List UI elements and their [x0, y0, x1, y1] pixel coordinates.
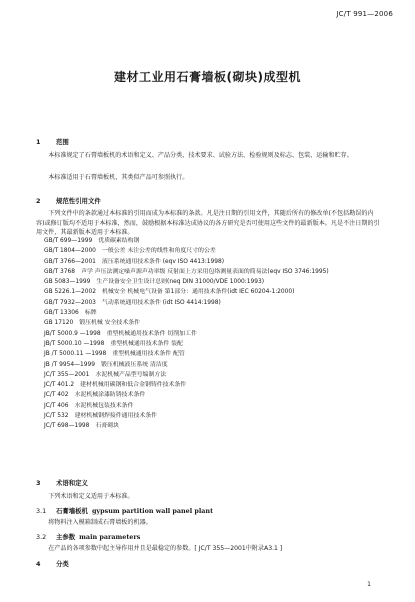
reference-code: GB 17120	[44, 320, 74, 327]
reference-title: 标牌	[84, 310, 97, 317]
section-1-para-1: 本标准规定了石膏墙板机的术语和定义、产品分类、技术要求、试验方法、检验规则及标志、包装、运输和贮存。	[48, 152, 353, 159]
reference-title: 重型机械通用技术条件 切削加工件	[106, 330, 197, 337]
reference-code: GB/T 7932—2003	[44, 299, 96, 306]
reference-code: GB/T 699—1999	[44, 238, 93, 244]
section-title: 术语和定义	[56, 479, 88, 487]
reference-item	[44, 411, 384, 421]
term-3-2-heading	[36, 532, 140, 541]
section-2-intro: 下列文件中的条款通过本标准的引用而成为本标准的条款。凡是注日期的引用文件，其随后所有的修改单(不包括勘误的内容)或修订版均不适用于本标准，然而，鼓励根据本标准达成协议的各方研究是否可使用这些文件的最新版本。凡是不注日期的引用文件，其最新版本适用于本标准。	[36, 210, 380, 236]
reference-item	[44, 257, 384, 267]
normative-reference-list	[44, 236, 384, 432]
reference-item	[44, 370, 384, 380]
reference-code: JC/T 406	[44, 402, 69, 409]
term-chinese: 主参数	[56, 533, 76, 541]
section-title: 范围	[56, 138, 69, 146]
term-chinese: 石膏墙板机	[56, 507, 88, 515]
reference-item	[44, 236, 384, 246]
reference-item	[36, 267, 384, 277]
reference-title: 水泥机械包装技术条件	[74, 402, 134, 409]
reference-title: 建材机械钢焊接件通用技术条件	[74, 413, 158, 420]
term-3-1-definition: 将物料注入模箱制成石膏墙板的机器。	[48, 519, 152, 526]
reference-code: JB /T 9954—1999	[44, 361, 95, 368]
reference-item	[44, 287, 384, 297]
reference-item	[44, 421, 384, 431]
term-number: 3.2	[36, 533, 47, 541]
reference-item	[44, 308, 384, 318]
reference-title: 锻压机械液压系统 清洁度	[100, 361, 168, 368]
reference-code: JB/T 5000.10 —1998	[44, 340, 105, 347]
reference-title: 一般公差 未注公差的线性和角度尺寸的公差	[101, 248, 216, 255]
section-number: 4	[36, 560, 41, 568]
reference-item	[44, 318, 384, 328]
section-title: 规范性引用文件	[56, 197, 101, 205]
reference-code: JC/T 401.2	[44, 382, 75, 389]
reference-item	[44, 277, 384, 287]
reference-code: GB/T 13306	[44, 310, 79, 317]
term-english: main parameters	[79, 533, 141, 541]
reference-item	[44, 339, 384, 349]
section-2-heading	[36, 196, 101, 205]
section-title: 分类	[56, 560, 69, 568]
reference-title: 建材机械用碳钢和低合金钢铸件技术条件	[80, 382, 187, 389]
reference-item	[44, 329, 384, 339]
section-number: 3	[36, 479, 41, 487]
document-title: 建材工业用石膏墙板(砌块)成型机	[114, 70, 301, 84]
reference-title: 声学 声压法测定噪声源声功率级 反射面上方采用包络测量表面的简易法(eqv ISO 3746:1995)	[81, 268, 329, 275]
reference-item	[44, 390, 384, 400]
reference-item	[44, 360, 384, 370]
section-number: 1	[36, 138, 41, 146]
reference-code: JC/T 698—1998	[44, 423, 90, 430]
reference-title: 生产设备安全卫生设计总则(neq DIN 31000/VDE 1000:1993)	[96, 279, 265, 286]
term-english: gypsum partition wall panel plant	[91, 507, 214, 515]
reference-code: GB/T 1804—2000	[44, 248, 96, 255]
reference-code: JC/T 355—2001	[44, 371, 90, 378]
reference-title: 机械安全 机械电气设备 第1部分：通用技术条件(idt IEC 60204-1:2000)	[101, 289, 295, 296]
reference-code: GB 5083—1999	[44, 279, 91, 286]
reference-item	[44, 298, 384, 308]
reference-item	[44, 380, 384, 390]
reference-title: 液压系统通用技术条件 (eqv ISO 4413:1998)	[101, 258, 224, 265]
reference-item	[44, 401, 384, 411]
reference-title: 水泥机械涂漆防锈技术条件	[74, 392, 146, 399]
reference-title: 气动系统通用技术条件 (idt ISO 4414:1998)	[101, 299, 221, 306]
term-number: 3.1	[36, 507, 47, 515]
section-number: 2	[36, 197, 41, 205]
standard-number-header: JC/T 991—2006	[336, 10, 393, 18]
section-1-para-2: 本标准适用于石膏墙板机，其类似产品可参照执行。	[48, 174, 189, 181]
reference-code: GB/T 3766—2001	[44, 258, 96, 265]
reference-title: 石膏砌块	[95, 423, 119, 430]
reference-title: 重型机械通用技术条件 装配	[110, 340, 183, 347]
reference-code: JC/T 402	[44, 392, 69, 399]
reference-title: 水泥机械产品型号编制方法	[95, 371, 167, 378]
reference-code: JB/T 5000.9 —1998	[44, 330, 101, 337]
reference-code: GB 5226.1—2002	[44, 289, 96, 296]
section-1-heading	[36, 137, 69, 146]
reference-item	[44, 246, 384, 256]
reference-code: JB /T 5000.11 —1998	[44, 351, 107, 358]
reference-code: GB/T 3768	[44, 268, 76, 275]
section-3-intro: 下列术语和定义适用于本标准。	[48, 493, 134, 500]
term-3-1-heading	[36, 506, 213, 515]
term-3-2-definition: 在产品的各项参数中起主导作用并且是最稳定的参数。[ JC/T 355—2001中附录A3.1 ]	[48, 545, 283, 552]
section-4-heading	[36, 559, 69, 568]
reference-title: 锻压机械 安全技术条件	[79, 320, 140, 327]
reference-title: 优质碳素结构钢	[98, 238, 140, 244]
reference-item	[44, 349, 384, 359]
page-number: 1	[367, 581, 371, 588]
reference-title: 重型机械通用技术条件 配管	[112, 351, 185, 358]
reference-code: JC/T 532	[44, 413, 69, 420]
section-3-heading	[36, 478, 88, 487]
